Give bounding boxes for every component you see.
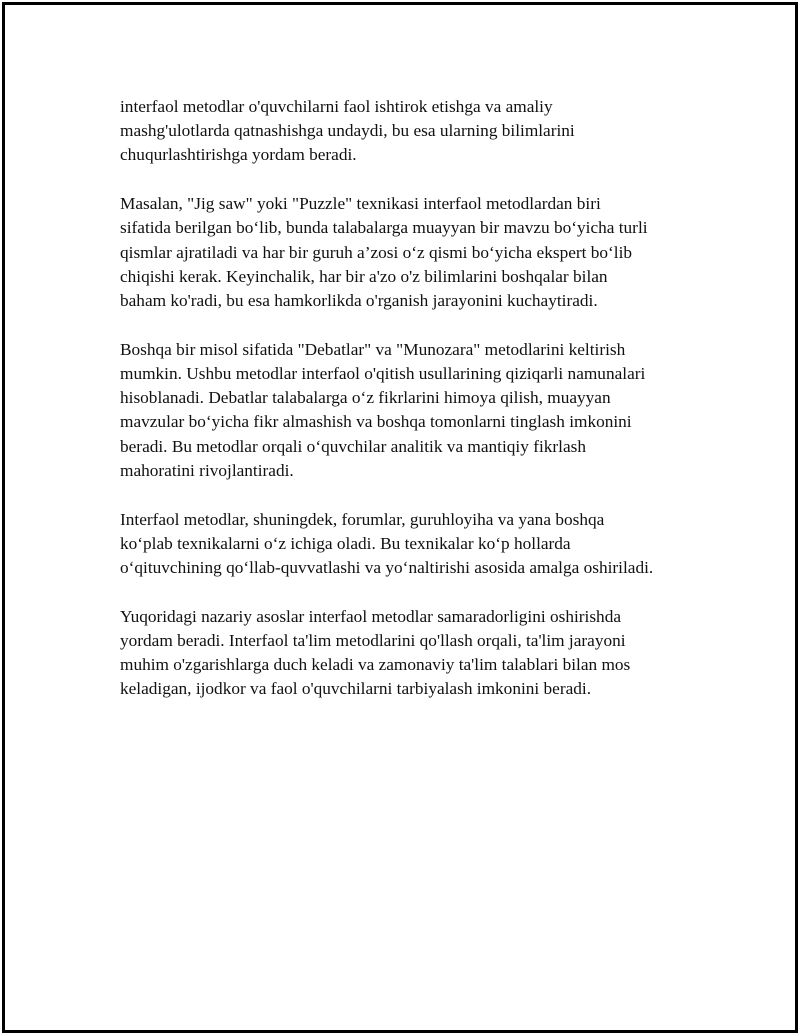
text-line: qismlar ajratiladi va har bir guruh a’zosi o‘z qismi bo‘yicha ekspert bo‘lib xyxy=(120,242,633,262)
text-line: keladigan, ijodkor va faol o'quvchilarni tarbiyalash imkonini beradi. xyxy=(120,679,592,699)
text-line: Masalan, "Jig saw" yoki "Puzzle" texnikasi interfaol metodlardan biri xyxy=(120,194,601,214)
text-line: mahoratini rivojlantiradi. xyxy=(120,460,294,480)
text-line: mavzular bo‘yicha fikr almashish va boshqa tomonlarni tinglash imkonini xyxy=(120,412,632,432)
paragraph xyxy=(120,192,700,313)
text-line: beradi. Bu metodlar orqali o‘quvchilar analitik va mantiqiy fikrlash xyxy=(120,436,586,456)
text-line: chiqishi kerak. Keyinchalik, har bir a'zo o'z bilimlarini boshqalar bilan xyxy=(120,266,608,286)
paragraph xyxy=(120,605,700,702)
text-line: ko‘plab texnikalarni o‘z ichiga oladi. Bu texnikalar ko‘p hollarda xyxy=(120,533,571,553)
text-line: sifatida berilgan bo‘lib, bunda talabalarga muayyan bir mavzu bo‘yicha turli xyxy=(120,218,648,238)
text-line: muhim o'zgarishlarga duch keladi va zamonaviy ta'lim talablari bilan mos xyxy=(120,655,631,675)
text-line: yordam beradi. Interfaol ta'lim metodlarini qo'llash orqali, ta'lim jarayoni xyxy=(120,631,626,651)
document-page xyxy=(2,2,798,1033)
text-line: chuqurlashtirishga yordam beradi. xyxy=(120,145,357,165)
text-line: baham ko'radi, bu esa hamkorlikda o'rganish jarayonini kuchaytiradi. xyxy=(120,291,598,311)
paragraph xyxy=(120,508,700,581)
text-line: mumkin. Ushbu metodlar interfaol o'qitish usullarining qiziqarli namunalari xyxy=(120,364,646,384)
paragraph xyxy=(120,338,700,483)
text-line: o‘qituvchining qo‘llab-quvvatlashi va yo‘naltirishi asosida amalga oshiriladi. xyxy=(120,558,654,578)
text-line: Interfaol metodlar, shuningdek, forumlar, guruhloyiha va yana boshqa xyxy=(120,509,605,529)
paragraph xyxy=(120,95,700,168)
text-line: Boshqa bir misol sifatida "Debatlar" va "Munozara" metodlarini keltirish xyxy=(120,339,626,359)
text-line: mashg'ulotlarda qatnashishga undaydi, bu esa ularning bilimlarini xyxy=(120,121,575,141)
document-body xyxy=(120,95,700,726)
text-line: interfaol metodlar o'quvchilarni faol ishtirok etishga va amaliy xyxy=(120,97,553,116)
text-line: hisoblanadi. Debatlar talabalarga o‘z fikrlarini himoya qilish, muayyan xyxy=(120,388,611,408)
text-line: Yuqoridagi nazariy asoslar interfaol metodlar samaradorligini oshirishda xyxy=(120,606,622,626)
